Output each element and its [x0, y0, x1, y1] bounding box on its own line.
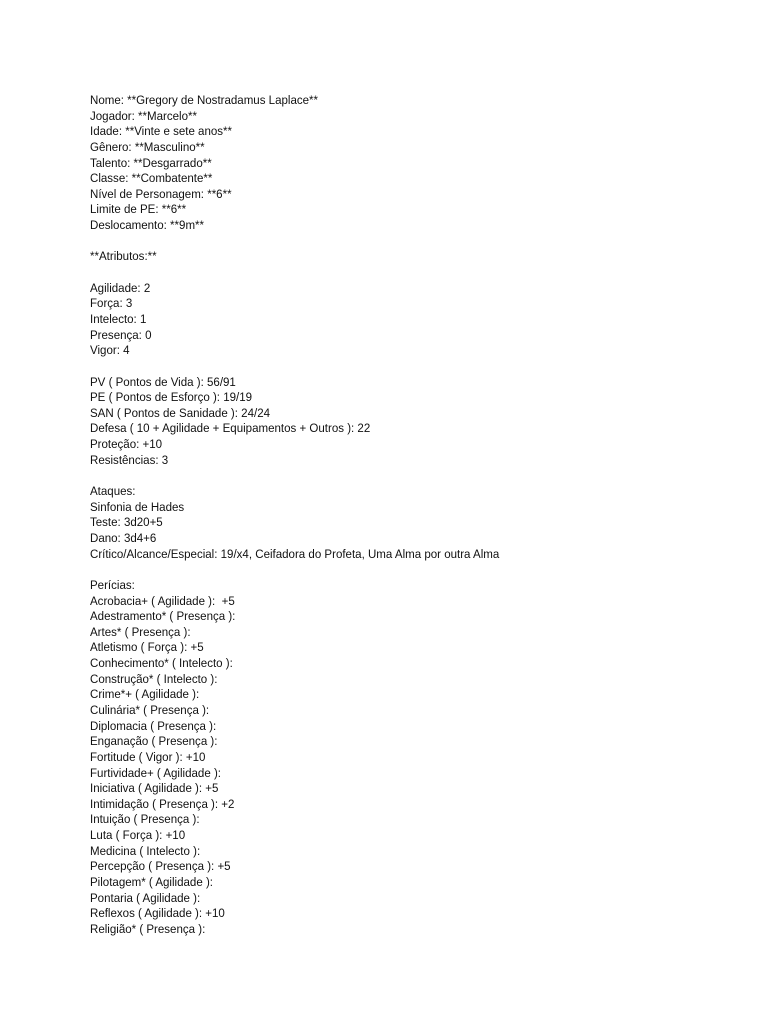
stat-resistencias: Resistências: 3	[90, 452, 169, 467]
attributes-title: **Atributos:**	[90, 249, 157, 264]
skill-item: Crime*+ ( Agilidade ):	[90, 687, 200, 702]
skill-item: Fortitude ( Vigor ): +10	[90, 749, 206, 764]
attack-name: Sinfonia de Hades	[90, 499, 185, 514]
field-deslocamento: Deslocamento: **9m**	[90, 218, 205, 233]
field-talento: Talento: **Desgarrado**	[90, 155, 212, 170]
skill-item: Intimidação ( Presença ): +2	[90, 796, 235, 811]
attribute-intelecto: Intelecto: 1	[90, 311, 147, 326]
attribute-vigor: Vigor: 4	[90, 343, 130, 358]
attribute-presenca: Presença: 0	[90, 327, 152, 342]
field-nome: Nome: **Gregory de Nostradamus Laplace**	[90, 93, 319, 107]
field-idade: Idade: **Vinte e sete anos**	[90, 124, 233, 139]
stat-pe: PE ( Pontos de Esforço ): 19/19	[90, 390, 253, 405]
field-classe: Classe: **Combatente**	[90, 171, 213, 186]
skill-item: Reflexos ( Agilidade ): +10	[90, 906, 225, 921]
attacks-title: Ataques:	[90, 484, 136, 499]
skill-item: Luta ( Força ): +10	[90, 828, 186, 843]
character-sheet-text	[90, 93, 704, 938]
stat-protecao: Proteção: +10	[90, 437, 163, 452]
skill-item: Acrobacia+ ( Agilidade ): +5	[90, 593, 235, 608]
skill-item: Intuição ( Presença ):	[90, 812, 200, 827]
skill-item: Pilotagem* ( Agilidade ):	[90, 875, 213, 890]
attack-critico: Crítico/Alcance/Especial: 19/x4, Ceifadora do Profeta, Uma Alma por outra Alma	[90, 546, 500, 561]
skill-item: Religião* ( Presença ):	[90, 921, 206, 936]
skill-item: Conhecimento* ( Intelecto ):	[90, 656, 233, 671]
skill-item: Furtividade+ ( Agilidade ):	[90, 765, 221, 780]
field-genero: Gênero: **Masculino**	[90, 139, 205, 154]
spacer	[90, 265, 704, 281]
skill-item: Percepção ( Presença ): +5	[90, 859, 231, 874]
spacer	[90, 468, 704, 484]
field-nivel: Nível de Personagem: **6**	[90, 186, 232, 201]
field-jogador: Jogador: **Marcelo**	[90, 108, 197, 123]
skill-item: Enganação ( Presença ):	[90, 734, 218, 749]
skill-item: Culinária* ( Presença ):	[90, 702, 210, 717]
attribute-agilidade: Agilidade: 2	[90, 280, 151, 295]
spacer	[90, 234, 704, 250]
field-limite-pe: Limite de PE: **6**	[90, 202, 187, 217]
attack-teste: Teste: 3d20+5	[90, 515, 163, 530]
skill-item: Pontaria ( Agilidade ):	[90, 890, 201, 905]
stat-defesa: Defesa ( 10 + Agilidade + Equipamentos + Outros ): 22	[90, 421, 371, 436]
stat-pv: PV ( Pontos de Vida ): 56/91	[90, 374, 236, 389]
attack-dano: Dano: 3d4+6	[90, 530, 157, 545]
spacer	[90, 562, 704, 578]
skill-item: Iniciativa ( Agilidade ): +5	[90, 781, 219, 796]
skill-item: Atletismo ( Força ): +5	[90, 640, 204, 655]
skill-item: Artes* ( Presença ):	[90, 624, 191, 639]
skills-title: Perícias:	[90, 577, 135, 592]
skill-item: Adestramento* ( Presença ):	[90, 609, 236, 624]
skill-item: Medicina ( Intelecto ):	[90, 843, 201, 858]
skill-item: Construção* ( Intelecto ):	[90, 671, 218, 686]
attribute-forca: Força: 3	[90, 296, 133, 311]
skill-item: Diplomacia ( Presença ):	[90, 718, 217, 733]
stat-san: SAN ( Pontos de Sanidade ): 24/24	[90, 405, 271, 420]
spacer	[90, 359, 704, 375]
